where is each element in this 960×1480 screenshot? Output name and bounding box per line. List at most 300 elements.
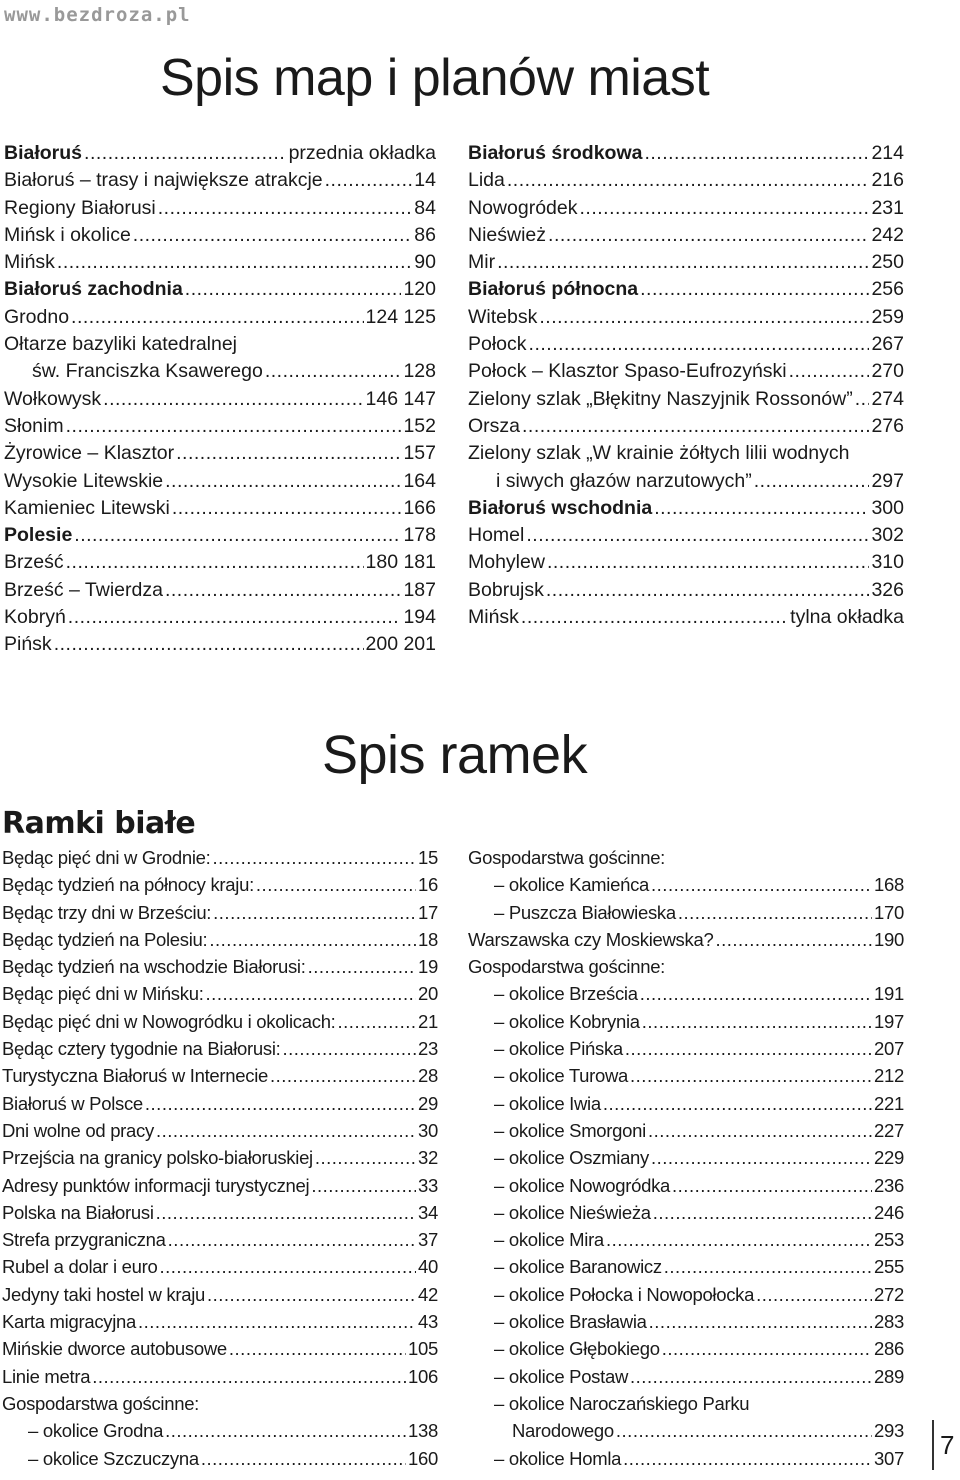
toc-entry	[2, 926, 438, 953]
toc-entry-page: 16	[418, 874, 438, 896]
toc-leader-dots	[529, 331, 870, 358]
toc-entry-label: Rubel a dolar i euro	[2, 1256, 158, 1278]
toc-entry-page: 32	[418, 1147, 438, 1169]
toc-leader-dots	[678, 899, 872, 926]
toc-entry-label: – okolice Brześcia	[494, 983, 638, 1005]
toc-entry-page: 180 181	[365, 551, 436, 574]
toc-entry-label: – okolice Iwia	[494, 1092, 601, 1114]
toc-entry-page: 246	[874, 1201, 904, 1223]
toc-entry	[4, 604, 436, 631]
toc-entry-label: Grodno	[4, 305, 70, 328]
toc-entry	[468, 871, 904, 898]
toc-leader-dots	[229, 1335, 406, 1362]
toc-entry	[468, 1008, 904, 1035]
toc-entry-label: Bobrujsk	[468, 578, 544, 601]
page-title: Spis map i planów miast	[160, 49, 710, 107]
toc-entry	[468, 1117, 904, 1144]
toc-entry-label: Mińsk	[468, 606, 519, 629]
toc-entry	[4, 195, 436, 222]
toc-entry-page: 157	[403, 442, 436, 465]
toc-entry-label: Przejścia na granicy polsko-białoruskiej	[2, 1147, 313, 1169]
toc-entry-page: 267	[871, 333, 904, 356]
toc-entry-page: 231	[871, 196, 904, 219]
toc-entry-page: 253	[874, 1229, 904, 1251]
toc-entry	[2, 899, 438, 926]
toc-leader-dots	[672, 1172, 872, 1199]
toc-entry-page: 256	[871, 278, 904, 301]
toc-entry	[2, 844, 438, 871]
toc-entry-label: Mińsk i okolice	[4, 223, 131, 246]
toc-entry	[4, 140, 436, 167]
toc-entry-label: – okolice Naroczańskiego Parku	[494, 1392, 750, 1414]
toc-leader-dots	[54, 631, 364, 658]
toc-entry-label: Mir	[468, 251, 496, 274]
toc-leader-dots	[66, 549, 364, 576]
toc-leader-dots	[57, 249, 412, 276]
toc-entry-page: 178	[403, 524, 436, 547]
toc-entry-page: 105	[408, 1338, 438, 1360]
toc-entry-label: – okolice Połocka i Nowopołocka	[494, 1283, 755, 1305]
toc-entry-label: Kobryń	[4, 606, 66, 629]
toc-entry-page: przednia okładka	[288, 142, 436, 164]
toc-entry	[4, 358, 436, 385]
toc-entry	[2, 980, 438, 1007]
toc-entry-label: Słonim	[4, 414, 64, 437]
toc-entry-page: 274	[871, 387, 904, 410]
toc-entry	[468, 1253, 904, 1280]
maps-list-right	[468, 140, 904, 631]
toc-entry	[2, 1172, 438, 1199]
toc-leader-dots	[579, 195, 869, 222]
toc-entry-page: 197	[874, 1010, 904, 1032]
toc-entry-label: Będąc tydzień na Polesiu:	[2, 928, 208, 950]
toc-entry	[468, 1144, 904, 1171]
toc-entry	[2, 1417, 438, 1444]
toc-entry-label: – okolice Nowogródka	[494, 1174, 671, 1196]
toc-entry	[2, 1062, 438, 1089]
toc-leader-dots	[212, 844, 416, 871]
toc-entry-label: Żyrowice – Klasztor	[4, 442, 175, 465]
toc-entry-page: 270	[871, 360, 904, 383]
toc-entry-page: 214	[871, 142, 904, 164]
toc-entry-page: 146 147	[365, 387, 436, 410]
toc-entry	[2, 1281, 438, 1308]
toc-entry	[2, 1335, 438, 1362]
toc-entry-label: Nowogródek	[468, 196, 578, 219]
toc-entry-label: Białoruś wschodnia	[468, 496, 653, 519]
toc-leader-dots	[133, 222, 413, 249]
toc-entry-page: 120	[403, 278, 436, 301]
toc-leader-dots	[654, 495, 869, 522]
toc-entry-page: 15	[418, 847, 438, 868]
toc-entry	[4, 413, 436, 440]
toc-entry-label: – okolice Baranowicz	[494, 1256, 662, 1278]
toc-entry	[468, 1445, 904, 1472]
toc-entry-label: Dni wolne od pracy	[2, 1119, 154, 1141]
toc-entry	[2, 1090, 438, 1117]
page-divider	[932, 1420, 934, 1470]
toc-entry	[4, 495, 436, 522]
toc-entry	[468, 495, 904, 522]
toc-leader-dots	[92, 1363, 406, 1390]
toc-entry-page: 152	[403, 414, 436, 437]
toc-leader-dots	[855, 386, 870, 413]
toc-entry	[468, 167, 904, 194]
toc-leader-dots	[325, 167, 413, 194]
toc-entry	[468, 1172, 904, 1199]
toc-entry	[4, 468, 436, 495]
toc-entry-page: 293	[874, 1420, 904, 1442]
toc-leader-dots	[651, 1144, 872, 1171]
toc-entry	[4, 167, 436, 194]
toc-entry-label: – Puszcza Białowieska	[494, 901, 676, 923]
toc-entry-label: Białoruś w Polsce	[2, 1092, 143, 1114]
toc-entry-page: 250	[871, 251, 904, 274]
toc-leader-dots	[201, 1445, 406, 1472]
toc-leader-dots	[664, 1253, 872, 1280]
toc-entry-page: 276	[871, 414, 904, 437]
toc-entry	[4, 631, 436, 658]
toc-leader-dots	[308, 953, 416, 980]
toc-leader-dots	[651, 871, 872, 898]
toc-entry	[468, 899, 904, 926]
toc-entry-label: – okolice Pińska	[494, 1038, 623, 1060]
toc-entry	[468, 1199, 904, 1226]
toc-entry	[2, 1035, 438, 1062]
toc-entry-page: 310	[871, 551, 904, 574]
toc-entry-label: Wołkowysk	[4, 387, 102, 410]
toc-entry-page: 207	[874, 1038, 904, 1060]
toc-leader-dots	[522, 413, 869, 440]
toc-entry-label: Witebsk	[468, 305, 538, 328]
toc-leader-dots	[165, 468, 401, 495]
toc-entry-label: Jedyny taki hostel w kraju	[2, 1283, 205, 1305]
toc-entry-label: Zielony szlak „W krainie żółtych lilii wodnych	[468, 442, 850, 465]
site-url: www.bezdroza.pl	[4, 4, 191, 26]
toc-entry-label: Narodowego	[512, 1420, 614, 1442]
toc-entry	[468, 577, 904, 604]
toc-entry-label: Będąc tydzień na północy kraju:	[2, 874, 254, 896]
toc-entry-label: Białoruś – trasy i największe atrakcje	[4, 169, 323, 192]
toc-entry-page: 300	[871, 496, 904, 519]
toc-entry-page: 14	[414, 169, 436, 192]
toc-entry-label: – okolice Szczuczyna	[28, 1447, 199, 1469]
toc-entry-page: 191	[874, 983, 904, 1005]
toc-leader-dots	[616, 1417, 872, 1444]
frames-list-left	[2, 844, 438, 1472]
toc-leader-dots	[715, 926, 872, 953]
toc-entry-label: Linie metra	[2, 1365, 91, 1387]
toc-entry-label: Białoruś zachodnia	[4, 278, 183, 301]
toc-entry-page: 124 125	[365, 305, 436, 328]
toc-leader-dots	[789, 358, 870, 385]
toc-leader-dots	[145, 1090, 416, 1117]
toc-leader-dots	[497, 249, 869, 276]
toc-leader-dots	[156, 1199, 416, 1226]
toc-leader-dots	[256, 871, 416, 898]
toc-entry	[468, 1062, 904, 1089]
toc-entry	[2, 953, 438, 980]
toc-entry	[468, 413, 904, 440]
toc-entry	[468, 195, 904, 222]
toc-entry-label: Mohylew	[468, 551, 545, 574]
toc-entry-label: Mińsk	[4, 251, 55, 274]
toc-entry-label: Połock – Klasztor Spaso-Eufrozyński	[468, 360, 787, 383]
toc-entry-page: 160	[408, 1447, 438, 1469]
toc-entry-label: Lida	[468, 169, 505, 192]
toc-entry	[468, 1281, 904, 1308]
toc-entry-page: 289	[874, 1365, 904, 1387]
toc-entry-label: Będąc trzy dni w Brześciu:	[2, 901, 212, 923]
toc-entry	[4, 304, 436, 331]
toc-entry-label: Białoruś	[4, 142, 83, 164]
toc-leader-dots	[74, 522, 401, 549]
toc-entry	[2, 1199, 438, 1226]
toc-entry-page: 17	[418, 901, 438, 923]
toc-entry-page: 90	[414, 251, 436, 274]
toc-entry	[2, 1445, 438, 1472]
toc-leader-dots	[606, 1226, 872, 1253]
toc-entry-label: Mińskie dworce autobusowe	[2, 1338, 227, 1360]
toc-entry-page: 283	[874, 1311, 904, 1333]
toc-entry	[468, 1308, 904, 1335]
frames-list-right	[468, 844, 904, 1472]
toc-entry-label: Polesie	[4, 524, 73, 547]
toc-entry-page: 221	[874, 1092, 904, 1114]
toc-entry	[468, 1335, 904, 1362]
toc-entry	[468, 358, 904, 385]
maps-list-left	[4, 140, 436, 659]
toc-entry	[2, 1117, 438, 1144]
toc-entry	[468, 980, 904, 1007]
toc-entry-page: 194	[403, 606, 436, 629]
toc-entry-label: Turystyczna Białoruś w Internecie	[2, 1065, 268, 1087]
toc-leader-dots	[159, 1253, 416, 1280]
toc-leader-dots	[84, 140, 287, 167]
toc-entry-label: Będąc pięć dni w Nowogródku i okolicach:	[2, 1010, 336, 1032]
toc-leader-dots	[756, 1281, 872, 1308]
toc-leader-dots	[662, 1335, 872, 1362]
toc-leader-dots	[213, 899, 416, 926]
toc-entry-label: Będąc tydzień na wschodzie Białorusi:	[2, 956, 306, 978]
toc-entry-label: Nieśwież	[468, 223, 547, 246]
toc-leader-dots	[642, 1008, 872, 1035]
toc-entry-label: – okolice Turowa	[494, 1065, 629, 1087]
toc-entry-page: 216	[871, 169, 904, 192]
toc-entry-label: Gospodarstwa gościnne:	[468, 847, 666, 868]
toc-entry-label: Homel	[468, 524, 525, 547]
frames-subheading: Ramki białe	[2, 806, 196, 841]
toc-entry-page: 307	[874, 1447, 904, 1469]
toc-entry	[4, 276, 436, 303]
toc-entry-page: 106	[408, 1365, 438, 1387]
toc-entry-label: Adresy punktów informacji turystycznej	[2, 1174, 310, 1196]
toc-entry-page: 84	[414, 196, 436, 219]
toc-entry-label: Ołtarze bazyliki katedralnej	[4, 333, 238, 356]
toc-entry-page: 272	[874, 1283, 904, 1305]
toc-entry-page: 164	[403, 469, 436, 492]
toc-entry	[468, 140, 904, 167]
toc-leader-dots	[648, 1117, 872, 1144]
toc-entry	[468, 440, 904, 467]
toc-leader-dots	[66, 413, 402, 440]
toc-entry	[2, 1226, 438, 1253]
toc-entry	[4, 577, 436, 604]
toc-leader-dots	[649, 1308, 872, 1335]
toc-entry-page: 28	[418, 1065, 438, 1087]
toc-entry-page: 286	[874, 1338, 904, 1360]
toc-entry-page: 187	[403, 578, 436, 601]
toc-entry-page: 34	[418, 1201, 438, 1223]
toc-leader-dots	[640, 276, 869, 303]
toc-entry	[468, 549, 904, 576]
page-number: 7	[940, 1430, 955, 1460]
toc-leader-dots	[207, 1281, 416, 1308]
toc-entry-label: – okolice Brasławia	[494, 1311, 647, 1333]
toc-leader-dots	[68, 604, 402, 631]
toc-entry-label: – okolice Głębokiego	[494, 1338, 660, 1360]
toc-leader-dots	[176, 440, 401, 467]
toc-entry-label: Będąc pięć dni w Grodnie:	[2, 847, 211, 868]
toc-entry	[4, 522, 436, 549]
toc-leader-dots	[548, 222, 869, 249]
toc-leader-dots	[168, 1226, 416, 1253]
toc-entry	[4, 222, 436, 249]
toc-entry-page: 326	[871, 578, 904, 601]
toc-leader-dots	[640, 980, 872, 1007]
toc-entry	[2, 1390, 438, 1417]
toc-leader-dots	[630, 1363, 872, 1390]
toc-leader-dots	[623, 1445, 872, 1472]
toc-entry-page: 42	[418, 1283, 438, 1305]
toc-leader-dots	[625, 1035, 872, 1062]
toc-entry	[4, 440, 436, 467]
toc-entry-label: Białoruś północna	[468, 278, 639, 301]
toc-entry	[2, 1308, 438, 1335]
toc-entry-label: – okolice Postaw	[494, 1365, 629, 1387]
toc-entry-label: Warszawska czy Moskiewska?	[468, 928, 714, 950]
toc-entry-label: – okolice Homla	[494, 1447, 622, 1469]
toc-entry	[468, 386, 904, 413]
toc-leader-dots	[165, 1417, 406, 1444]
toc-entry-label: Zielony szlak „Błękitny Naszyjnik Rossonów”	[468, 387, 853, 410]
toc-entry-page: 259	[871, 305, 904, 328]
toc-entry	[2, 1008, 438, 1035]
toc-entry-page: 20	[418, 983, 438, 1005]
toc-entry-page: 190	[874, 928, 904, 950]
toc-entry-label: – okolice Smorgoni	[494, 1119, 646, 1141]
toc-leader-dots	[539, 304, 869, 331]
toc-entry-page: tylna okładka	[790, 606, 904, 629]
toc-entry-page: 302	[871, 524, 904, 547]
toc-entry-label: Brześć – Twierdza	[4, 578, 163, 601]
toc-entry	[4, 331, 436, 358]
toc-leader-dots	[630, 1062, 872, 1089]
toc-leader-dots	[653, 1199, 872, 1226]
toc-entry-label: – okolice Oszmiany	[494, 1147, 649, 1169]
toc-entry	[468, 926, 904, 953]
toc-entry	[468, 1226, 904, 1253]
toc-entry-label: Będąc cztery tygodnie na Białorusi:	[2, 1038, 281, 1060]
toc-entry-label: Gospodarstwa gościnne:	[468, 956, 666, 978]
toc-entry-page: 242	[871, 223, 904, 246]
toc-leader-dots	[138, 1308, 416, 1335]
toc-entry-label: Połock	[468, 333, 527, 356]
toc-leader-dots	[754, 468, 870, 495]
toc-entry	[468, 276, 904, 303]
toc-entry-page: 21	[418, 1010, 438, 1032]
toc-leader-dots	[547, 549, 870, 576]
toc-entry-page: 40	[418, 1256, 438, 1278]
toc-entry-label: – okolice Mira	[494, 1229, 604, 1251]
toc-entry-page: 23	[418, 1038, 438, 1060]
toc-entry	[468, 604, 904, 631]
toc-entry-label: – okolice Grodna	[28, 1420, 164, 1442]
toc-leader-dots	[158, 195, 413, 222]
toc-entry-label: Wysokie Litewskie	[4, 469, 164, 492]
toc-entry-page: 236	[874, 1174, 904, 1196]
toc-entry	[2, 1144, 438, 1171]
toc-leader-dots	[270, 1062, 416, 1089]
toc-entry	[4, 549, 436, 576]
toc-entry-label: Białoruś środkowa	[468, 142, 643, 164]
toc-entry-label: – okolice Kobrynia	[494, 1010, 640, 1032]
toc-entry-page: 33	[418, 1174, 438, 1196]
toc-leader-dots	[644, 140, 869, 167]
toc-entry-label: Strefa przygraniczna	[2, 1229, 166, 1251]
toc-entry-page: 168	[874, 874, 904, 896]
toc-entry	[2, 871, 438, 898]
toc-leader-dots	[156, 1117, 416, 1144]
toc-leader-dots	[165, 577, 402, 604]
toc-entry-page: 128	[403, 360, 436, 383]
toc-entry	[468, 1090, 904, 1117]
toc-entry	[468, 304, 904, 331]
toc-leader-dots	[282, 1035, 416, 1062]
toc-entry-page: 255	[874, 1256, 904, 1278]
toc-leader-dots	[71, 304, 363, 331]
toc-entry	[468, 522, 904, 549]
toc-entry-page: 43	[418, 1311, 438, 1333]
toc-leader-dots	[185, 276, 402, 303]
toc-entry	[468, 1363, 904, 1390]
toc-entry-page: 170	[874, 901, 904, 923]
toc-entry-label: i siwych głazów narzutowych”	[496, 469, 752, 492]
toc-leader-dots	[546, 577, 870, 604]
toc-entry-label: Regiony Białorusi	[4, 196, 156, 219]
toc-leader-dots	[526, 522, 869, 549]
toc-entry-page: 86	[414, 223, 436, 246]
toc-entry	[468, 1390, 904, 1417]
toc-entry	[4, 386, 436, 413]
toc-entry-page: 138	[408, 1420, 438, 1442]
toc-leader-dots	[338, 1008, 416, 1035]
toc-entry-page: 29	[418, 1092, 438, 1114]
toc-entry-page: 200 201	[365, 633, 436, 656]
toc-entry-page: 227	[874, 1119, 904, 1141]
toc-entry	[468, 1035, 904, 1062]
toc-entry-label: Orsza	[468, 414, 521, 437]
toc-entry	[468, 844, 904, 871]
toc-entry	[468, 222, 904, 249]
toc-entry-page: 18	[418, 928, 438, 950]
toc-entry-label: – okolice Kamieńca	[494, 874, 650, 896]
toc-leader-dots	[172, 495, 402, 522]
toc-leader-dots	[311, 1172, 416, 1199]
toc-leader-dots	[103, 386, 363, 413]
toc-entry	[2, 1253, 438, 1280]
toc-entry-page: 229	[874, 1147, 904, 1169]
